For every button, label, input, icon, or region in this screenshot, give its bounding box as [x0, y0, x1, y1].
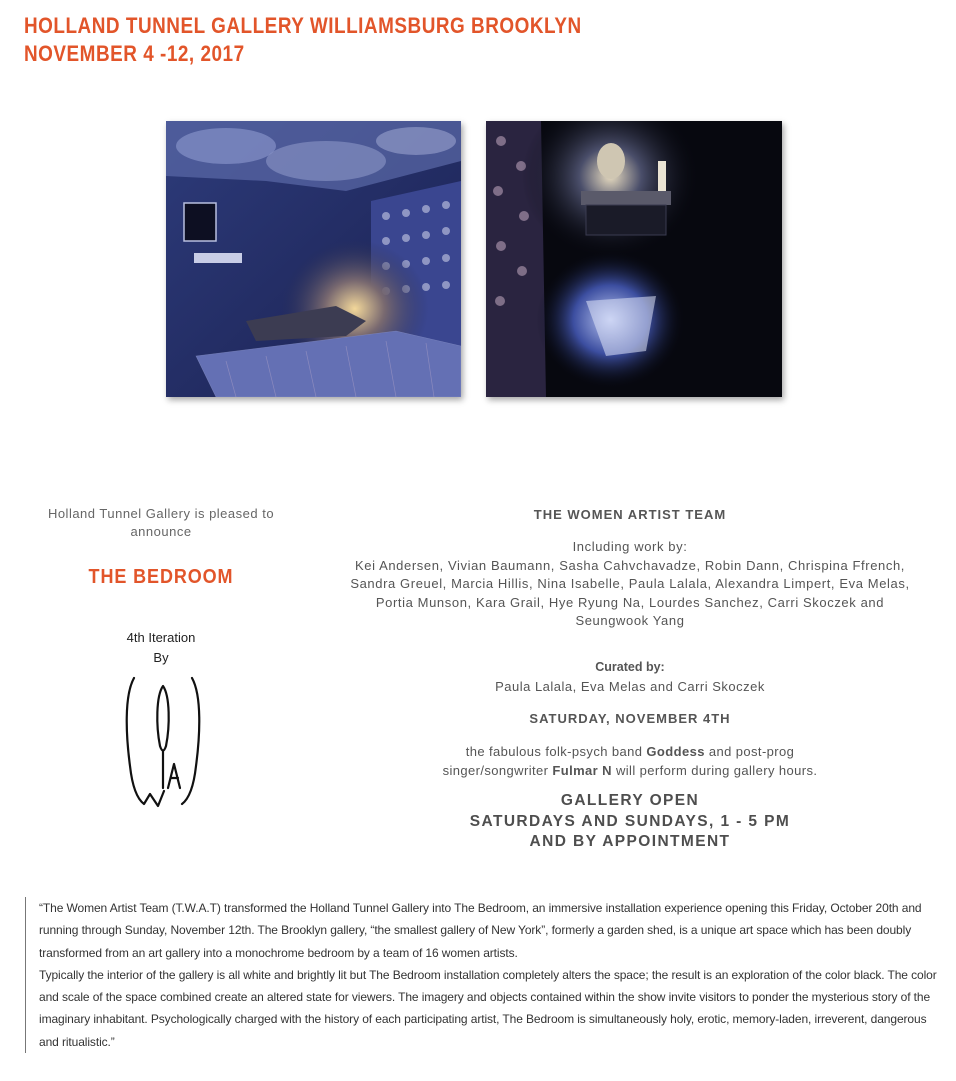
press-quote: [25, 897, 939, 1053]
announce-line: Holland Tunnel Gallery is pleased to: [47, 506, 275, 521]
curators: Paula Lalala, Eva Melas and Carri Skoczek: [495, 679, 765, 694]
including-label: Including work by:: [572, 539, 688, 554]
iteration-info: [30, 628, 292, 668]
gallery-hours: [335, 791, 925, 853]
saturday-heading: SATURDAY, NOVEMBER 4TH: [529, 711, 731, 726]
artists-line: Sandra Greuel, Marcia Hillis, Nina Isabelle, Paula Lalala, Alexandra Limpert, Eva Melas,: [350, 576, 910, 591]
by-appointment: AND BY APPOINTMENT: [529, 833, 731, 850]
curated-heading: Curated by:: [595, 660, 665, 674]
exhibition-dates: NOVEMBER 4 -12, 2017: [24, 41, 245, 66]
artists-line: Kei Andersen, Vivian Baumann, Sasha Cahvchavadze, Robin Dann, Chrispina Ffrench,: [355, 557, 905, 573]
artists-list: [335, 538, 925, 631]
quote-paragraph: “The Women Artist Team (T.W.A.T) transformed the Holland Tunnel Gallery into The Bedroom, an immersive installation experience opening this Friday, October 20th and running through Sunday, November 12th. The Brooklyn gallery, “the smallest gallery of New York”, formerly a garden shed, is a unique art space which has been doubly transformed from an art gallery into a monochrome bedroom by a team of 16 women artists.: [39, 901, 922, 960]
performance-info: [335, 742, 925, 780]
perf-text: and post-prog: [704, 744, 795, 759]
show-title: THE BEDROOM: [88, 566, 234, 588]
quote-paragraph: Typically the interior of the gallery is all white and brightly lit but The Bedroom installation completely alters the space; the result is an exploration of the color black. The color and scale of the space combined create an altered state for viewers. The imagery and objects contained within the show invite visitors to ponder the mysterious story of the imaginary inhabitant. Psychologically charged with the history of each participating artist, The Bedroom is simultaneously holy, erotic, memory-laden, irreverent, dangerous and ritualistic.”: [39, 967, 937, 1049]
perf-text: will perform during gallery hours.: [611, 763, 818, 778]
gallery-open: GALLERY OPEN: [560, 792, 700, 809]
band-name: Goddess: [646, 744, 705, 759]
team-heading: THE WOMEN ARTIST TEAM: [533, 507, 727, 522]
installation-photo-bed: [166, 121, 461, 397]
perf-text: the fabulous folk-psych band: [465, 744, 647, 759]
perf-text: singer/songwriter: [442, 763, 553, 778]
gallery-title: HOLLAND TUNNEL GALLERY WILLIAMSBURG BROOKLYN: [24, 13, 582, 38]
singer-name: Fulmar N: [552, 763, 612, 778]
by-label: By: [153, 650, 169, 665]
artists-line: Seungwook Yang: [575, 613, 685, 628]
twat-logo-icon: [120, 666, 206, 808]
page-header: [24, 12, 582, 68]
iteration-label: 4th Iteration: [126, 630, 196, 645]
open-days: SATURDAYS AND SUNDAYS, 1 - 5 PM: [469, 812, 791, 830]
installation-photo-nightstand: [486, 121, 782, 397]
artists-line: Portia Munson, Kara Grail, Hye Ryung Na, Lourdes Sanchez, Carri Skoczek and: [375, 594, 885, 610]
announcement: [30, 505, 292, 541]
announce-line: announce: [130, 524, 192, 539]
